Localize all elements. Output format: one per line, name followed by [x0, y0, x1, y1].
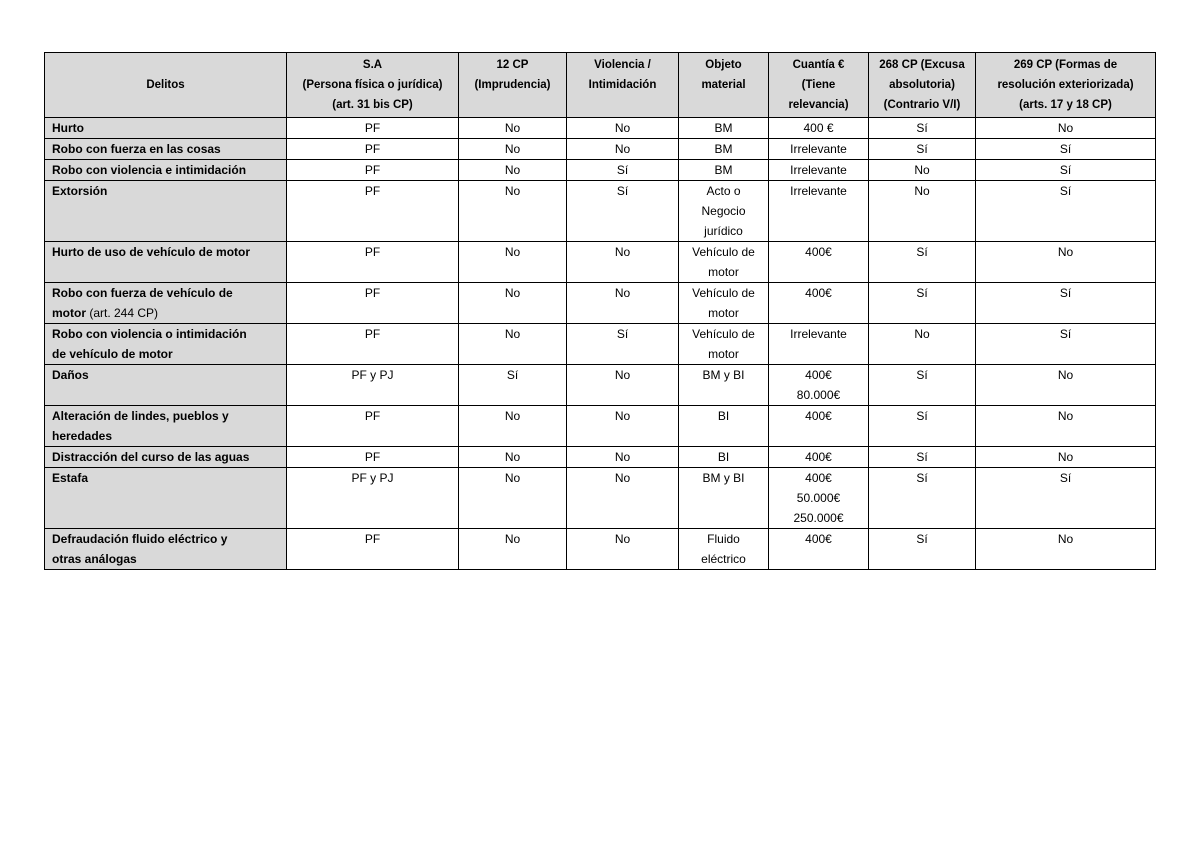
cell-objeto-material [679, 283, 769, 324]
header-line: 268 CP (Excusa [879, 59, 965, 71]
cell-formas-resolucion: No [976, 118, 1156, 139]
cuantia-line: 250.000€ [793, 511, 844, 525]
cell-sujeto-activo: PF [287, 324, 459, 365]
cell-violencia: No [567, 139, 679, 160]
cell-cuantia [769, 324, 869, 365]
cuantia-line: 400€ [805, 368, 832, 382]
cell-delito [45, 468, 287, 529]
delito-line: Daños [52, 368, 89, 382]
header-12-cp [459, 53, 567, 118]
objeto-line: Vehículo de [692, 245, 755, 259]
cell-formas-resolucion: No [976, 447, 1156, 468]
delito-line [52, 303, 282, 323]
cell-formas-resolucion: Sí [976, 468, 1156, 529]
cell-delito [45, 283, 287, 324]
header-268-cp [869, 53, 976, 118]
cell-excusa-absolutoria: No [869, 160, 976, 181]
header-line: resolución exteriorizada) [997, 79, 1134, 91]
header-line: absolutoria) [889, 79, 955, 91]
cell-excusa-absolutoria: Sí [869, 283, 976, 324]
objeto-line: BI [717, 409, 730, 423]
cell-violencia: No [567, 406, 679, 447]
header-line: Cuantía € [792, 59, 845, 71]
cell-excusa-absolutoria: Sí [869, 365, 976, 406]
objeto-line: BM y BI [702, 368, 745, 382]
cell-sujeto-activo: PF [287, 447, 459, 468]
objeto-line: Vehículo de [692, 327, 755, 341]
cell-sujeto-activo: PF [287, 529, 459, 570]
header-line: (art. 31 bis CP) [332, 99, 413, 111]
cell-cuantia [769, 139, 869, 160]
delito-text: motor [52, 306, 86, 320]
cuantia-line: Irrelevante [790, 184, 847, 198]
cell-sujeto-activo: PF [287, 242, 459, 283]
header-line: 269 CP (Formas de [1013, 59, 1118, 71]
cell-delito [45, 324, 287, 365]
delito-line: Estafa [52, 471, 89, 485]
objeto-line: Negocio [701, 204, 746, 218]
cell-imprudencia: No [459, 139, 567, 160]
cell-sujeto-activo: PF [287, 139, 459, 160]
header-cuantia [769, 53, 869, 118]
cell-cuantia [769, 242, 869, 283]
cell-delito [45, 406, 287, 447]
table-body [45, 118, 1156, 570]
delito-line: Robo con violencia e intimidación [52, 163, 247, 177]
cell-formas-resolucion: Sí [976, 160, 1156, 181]
cell-objeto-material [679, 118, 769, 139]
objeto-line: BM [714, 163, 733, 177]
delito-line: de vehículo de motor [52, 347, 173, 361]
cell-excusa-absolutoria: Sí [869, 529, 976, 570]
cell-imprudencia: No [459, 118, 567, 139]
cell-formas-resolucion: No [976, 365, 1156, 406]
cuantia-line: 80.000€ [796, 388, 841, 402]
table-row [45, 447, 1156, 468]
cell-excusa-absolutoria: Sí [869, 406, 976, 447]
header-line: (arts. 17 y 18 CP) [1019, 99, 1112, 111]
cell-imprudencia: No [459, 181, 567, 242]
objeto-line: motor [708, 306, 739, 320]
cell-delito [45, 118, 287, 139]
cell-delito [45, 365, 287, 406]
cell-formas-resolucion: Sí [976, 181, 1156, 242]
delito-line: Alteración de lindes, pueblos y [52, 409, 229, 423]
header-violencia [567, 53, 679, 118]
cell-formas-resolucion: Sí [976, 139, 1156, 160]
delito-line: Robo con violencia o intimidación [52, 327, 247, 341]
cell-sujeto-activo: PF [287, 181, 459, 242]
cell-cuantia [769, 283, 869, 324]
objeto-line: Fluido [707, 532, 740, 546]
cell-objeto-material [679, 468, 769, 529]
cell-excusa-absolutoria: Sí [869, 118, 976, 139]
cuantia-line: 400€ [805, 286, 832, 300]
cell-imprudencia: No [459, 529, 567, 570]
cell-delito [45, 181, 287, 242]
delito-line: Hurto [52, 121, 84, 135]
cuantia-line: 50.000€ [796, 491, 841, 505]
header-objeto-material [679, 53, 769, 118]
cell-violencia: No [567, 468, 679, 529]
header-line: Delitos [146, 79, 185, 91]
table-row [45, 139, 1156, 160]
cell-excusa-absolutoria: Sí [869, 139, 976, 160]
cell-imprudencia: No [459, 468, 567, 529]
cell-formas-resolucion: Sí [976, 283, 1156, 324]
cell-violencia: No [567, 118, 679, 139]
header-line: 12 CP [496, 59, 529, 71]
cuantia-line: Irrelevante [790, 327, 847, 341]
table-row [45, 118, 1156, 139]
header-line: (Imprudencia) [474, 79, 551, 91]
cell-delito [45, 242, 287, 283]
header-line: Intimidación [588, 79, 657, 91]
header-line: Objeto [705, 59, 742, 71]
table-row [45, 406, 1156, 447]
table-row [45, 283, 1156, 324]
objeto-line: Vehículo de [692, 286, 755, 300]
cell-violencia: Sí [567, 181, 679, 242]
cuantia-line: Irrelevante [790, 163, 847, 177]
cuantia-line: 400€ [805, 532, 832, 546]
cell-violencia: No [567, 242, 679, 283]
delito-line: Robo con fuerza en las cosas [52, 142, 221, 156]
cell-violencia: No [567, 365, 679, 406]
cell-objeto-material [679, 365, 769, 406]
cell-objeto-material [679, 160, 769, 181]
cell-imprudencia: No [459, 242, 567, 283]
table-row [45, 160, 1156, 181]
cell-formas-resolucion: No [976, 529, 1156, 570]
objeto-line: jurídico [704, 224, 743, 238]
cell-imprudencia: No [459, 324, 567, 365]
cell-cuantia [769, 529, 869, 570]
table-row [45, 242, 1156, 283]
table-row [45, 365, 1156, 406]
cell-violencia: No [567, 529, 679, 570]
cell-cuantia [769, 160, 869, 181]
objeto-line: motor [708, 265, 739, 279]
cell-objeto-material [679, 242, 769, 283]
table-row [45, 468, 1156, 529]
cell-violencia: No [567, 447, 679, 468]
cell-imprudencia: No [459, 160, 567, 181]
cell-delito [45, 160, 287, 181]
delito-line: Distracción del curso de las aguas [52, 450, 250, 464]
delito-line: Defraudación fluido eléctrico y [52, 532, 228, 546]
header-line: (Persona física o jurídica) [302, 79, 443, 91]
delito-article-note: (art. 244 CP) [89, 306, 159, 320]
cell-sujeto-activo: PF [287, 118, 459, 139]
objeto-line: motor [708, 347, 739, 361]
header-line: Violencia / [594, 59, 651, 71]
cell-cuantia [769, 468, 869, 529]
cell-cuantia [769, 365, 869, 406]
cell-violencia: Sí [567, 160, 679, 181]
delito-line: otras análogas [52, 552, 137, 566]
cuantia-line: 400€ [805, 450, 832, 464]
header-sujeto-activo [287, 53, 459, 118]
cell-sujeto-activo: PF y PJ [287, 365, 459, 406]
objeto-line: BM y BI [702, 471, 745, 485]
table-row [45, 529, 1156, 570]
cell-objeto-material [679, 181, 769, 242]
cell-cuantia [769, 118, 869, 139]
delito-line: Extorsión [52, 184, 108, 198]
cell-excusa-absolutoria: No [869, 181, 976, 242]
header-delitos [45, 53, 287, 118]
cell-excusa-absolutoria: Sí [869, 242, 976, 283]
cell-sujeto-activo: PF y PJ [287, 468, 459, 529]
delito-line: Robo con fuerza de vehículo de [52, 286, 233, 300]
cell-formas-resolucion: No [976, 406, 1156, 447]
cell-cuantia [769, 447, 869, 468]
cell-imprudencia: No [459, 406, 567, 447]
cell-delito [45, 447, 287, 468]
cell-sujeto-activo: PF [287, 406, 459, 447]
cell-formas-resolucion: No [976, 242, 1156, 283]
cuantia-line: 400€ [805, 471, 832, 485]
cell-objeto-material [679, 406, 769, 447]
cell-excusa-absolutoria: No [869, 324, 976, 365]
header-line: relevancia) [788, 99, 849, 111]
cell-objeto-material [679, 324, 769, 365]
cell-cuantia [769, 406, 869, 447]
cell-objeto-material [679, 139, 769, 160]
objeto-line: BI [717, 450, 730, 464]
header-line: S.A [362, 59, 383, 71]
objeto-line: BM [714, 142, 733, 156]
cuantia-line: 400€ [805, 245, 832, 259]
document-page [44, 52, 1156, 570]
cell-delito [45, 139, 287, 160]
cell-imprudencia: Sí [459, 365, 567, 406]
cuantia-line: Irrelevante [790, 142, 847, 156]
cell-formas-resolucion: Sí [976, 324, 1156, 365]
header-line: material [701, 79, 746, 91]
cell-sujeto-activo: PF [287, 160, 459, 181]
header-row [45, 53, 1156, 118]
cell-cuantia [769, 181, 869, 242]
cell-violencia: No [567, 283, 679, 324]
cell-objeto-material [679, 529, 769, 570]
cuantia-line: 400 € [803, 121, 834, 135]
objeto-line: eléctrico [701, 552, 746, 566]
cell-excusa-absolutoria: Sí [869, 468, 976, 529]
table-row [45, 324, 1156, 365]
delitos-table [44, 52, 1156, 570]
delito-line: Hurto de uso de vehículo de motor [52, 245, 251, 259]
cell-imprudencia: No [459, 283, 567, 324]
cell-delito [45, 529, 287, 570]
cell-violencia: Sí [567, 324, 679, 365]
cuantia-line: 400€ [805, 409, 832, 423]
header-line: (Contrario V/I) [883, 99, 961, 111]
objeto-line: Acto o [706, 184, 741, 198]
cell-imprudencia: No [459, 447, 567, 468]
cell-objeto-material [679, 447, 769, 468]
objeto-line: BM [714, 121, 733, 135]
cell-sujeto-activo: PF [287, 283, 459, 324]
cell-excusa-absolutoria: Sí [869, 447, 976, 468]
delito-line: heredades [52, 429, 113, 443]
header-269-cp [976, 53, 1156, 118]
header-line: (Tiene [801, 79, 836, 91]
table-row [45, 181, 1156, 242]
